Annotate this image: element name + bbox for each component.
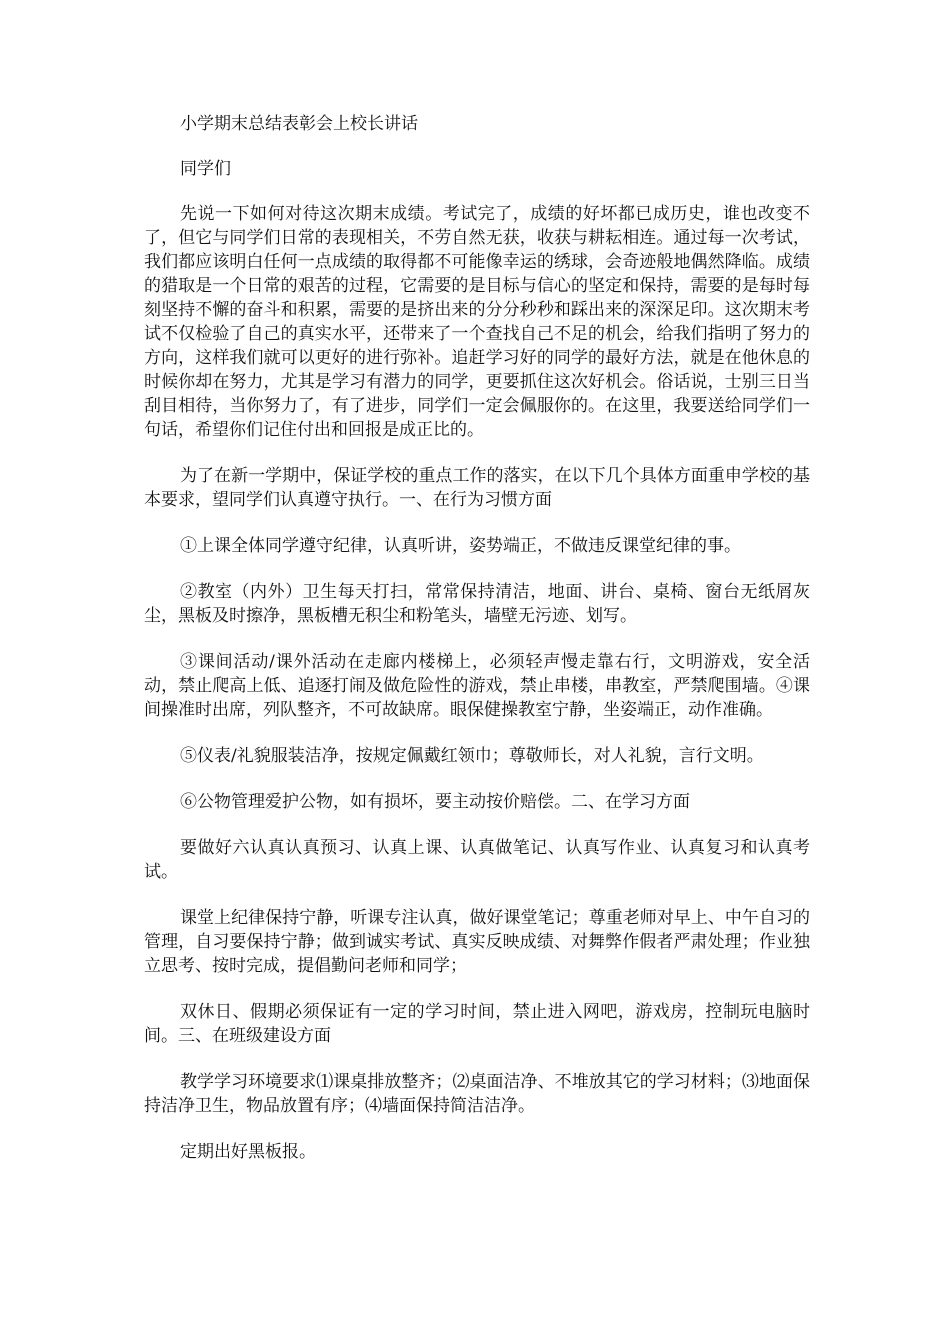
greeting: 同学们 <box>180 159 231 179</box>
paragraph-blackboard-newspaper: 定期出好黑板报。 <box>180 1142 316 1162</box>
document-title: 小学期末总结表彰会上校长讲话 <box>180 114 418 134</box>
document-body <box>144 112 810 1186</box>
paragraph-classroom-discipline: 课堂上纪律保持宁静，听课专注认真，做好课堂笔记；尊重老师对早上、中午自习的管理，自习要保持宁静；做到诚实考试、真实反映成绩、对舞弊作假者严肃处理；作业独立思考、按时完成，提倡勤问老师和同学； <box>144 908 810 976</box>
paragraph-public-property: ⑥公物管理爱护公物，如有损坏，要主动按价赔偿。二、在学习方面 <box>180 792 690 812</box>
paragraph-holiday-study: 双休日、假期必须保证有一定的学习时间，禁止进入网吧，游戏房，控制玩电脑时间。三、在班级建设方面 <box>144 1002 810 1046</box>
paragraph-requirements-intro: 为了在新一学期中，保证学校的重点工作的落实，在以下几个具体方面重申学校的基本要求，望同学们认真遵守执行。一、在行为习惯方面 <box>144 466 810 510</box>
paragraph-learning-environment: 教学学习环境要求⑴课桌排放整齐；⑵桌面洁净、不堆放其它的学习材料；⑶地面保持洁净卫生，物品放置有序；⑷墙面保持简洁洁净。 <box>144 1072 810 1116</box>
paragraph-break-activities: ③课间活动/课外活动在走廊内楼梯上，必须轻声慢走靠右行，文明游戏，安全活动，禁止爬高上低、追逐打闹及做危险性的游戏，禁止串楼，串教室，严禁爬围墙。④课间操准时出席，列队整齐，不可故缺席。眼保健操教室宁静，坐姿端正，动作准确。 <box>144 652 810 720</box>
paragraph-exam-results: 先说一下如何对待这次期末成绩。考试完了，成绩的好坏都已成历史，谁也改变不了，但它与同学们日常的表现相关，不劳自然无获，收获与耕耘相连。通过每一次考试，我们都应该明白任何一点成绩的取得都不可能像幸运的绣球，会奇迹般地偶然降临。成绩的猎取是一个日常的艰苦的过程，它需要的是目标与信心的坚定和保持，需要的是每时每刻坚持不懈的奋斗和积累，需要的是挤出来的分分秒秒和踩出来的深深足印。这次期末考试不仅检验了自己的真实水平，还带来了一个查找自己不足的机会，给我们指明了努力的方向，这样我们就可以更好的进行弥补。追赶学习好的同学的最好方法，就是在他休息的时候你却在努力，尤其是学习有潜力的同学，更要抓住这次好机会。俗话说，士别三日当刮目相待，当你努力了，有了进步，同学们一定会佩服你的。在这里，我要送给同学们一句话，希望你们记住付出和回报是成正比的。 <box>144 204 810 440</box>
paragraph-classroom-hygiene: ②教室（内外）卫生每天打扫，常常保持清洁，地面、讲台、桌椅、窗台无纸屑灰尘，黑板及时擦净，黑板槽无积尘和粉笔头，墙壁无污迹、划写。 <box>144 582 810 626</box>
paragraph-class-discipline: ①上课全体同学遵守纪律，认真听讲，姿势端正，不做违反课堂纪律的事。 <box>180 536 741 556</box>
paragraph-six-diligences: 要做好六认真认真预习、认真上课、认真做笔记、认真写作业、认真复习和认真考试。 <box>144 838 810 882</box>
paragraph-appearance-manners: ⑤仪表/礼貌服装洁净，按规定佩戴红领巾；尊敬师长，对人礼貌，言行文明。 <box>180 746 764 766</box>
